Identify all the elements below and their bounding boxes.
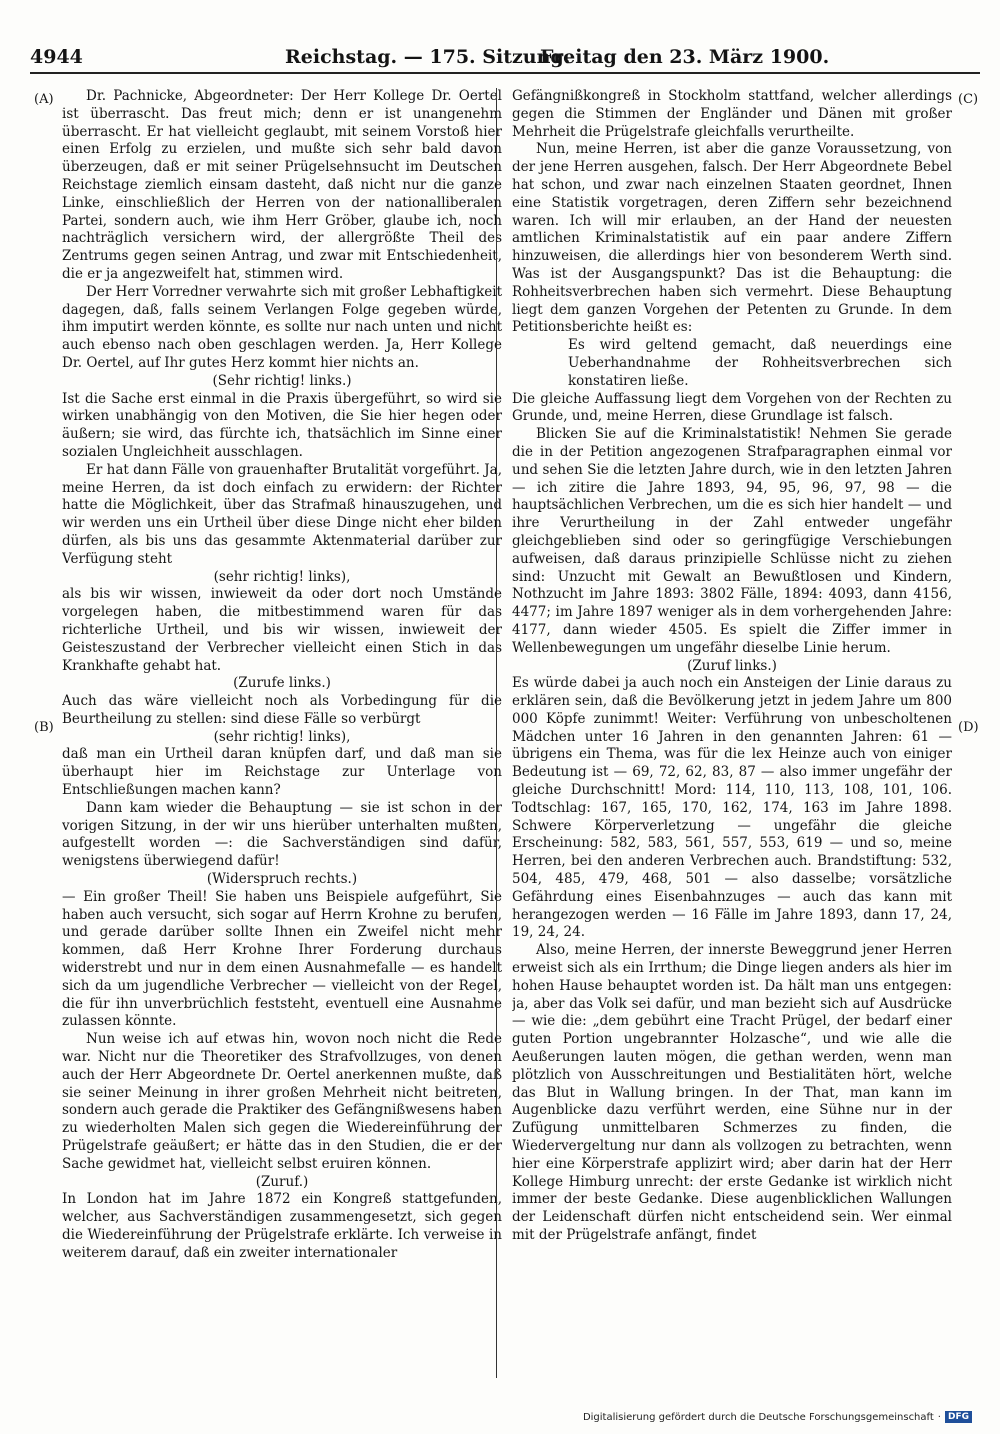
footer-text: Digitalisierung gefördert durch die Deutsche Forschungsgemeinschaft (582, 1411, 934, 1423)
interjection: (Sehr richtig! links.) (212, 372, 352, 389)
page-header (30, 40, 980, 74)
interjection: (sehr richtig! links), (213, 728, 351, 745)
footer-separator: · (937, 1411, 941, 1423)
paragraph: Blicken Sie auf die Kriminalstatistik! Nehmen Sie gerade die in der Petition angezogenen Strafparagraphen einmal vor und sehen Sie die letzten Jahre durch, wie in den letzten Jahren — ich zitire die Jahre 1893, 94, 95, 96, 97, 98 — die hauptsächlichen Verbrechen, um die es sich hier handelt — und ihre Verurtheilung in der Zahl entweder ungefähr gleichgeblieben sind oder so geringfügige Verschiebungen aufweisen, daß daraus prinzipielle Schlüsse nicht zu ziehen sind: Unzucht mit Gewalt an Bewußtlosen und Kindern, Nothzucht im Jahre 1893: 3802 Fälle, 1894: 4093, dann 4156, 4477; im Jahre 1897 weniger als in dem vorhergehenden Jahre: 4177, dann wieder 4505. Es spielt die Ziffer immer in Wellenbewegungen um ungefähr dieselbe Linie herum. (512, 426, 952, 656)
paragraph: Ist die Sache erst einmal in die Praxis übergeführt, so wird sie wirken unabhängig von den Motiven, die Sie hier hegen oder äußern; sie wird, das fürchte ich, thatsächlich im Sinne einer sozialen Ungleichheit ausschlagen. (62, 390, 502, 460)
column-divider (496, 88, 497, 1378)
paragraph: Gefängnißkongreß in Stockholm stattfand, welcher allerdings gegen die Stimmen der Engländer und Dänen mit großer Mehrheit die Prügelstrafe gleichfalls verurtheilte. (512, 88, 952, 140)
paragraph: Also, meine Herren, der innerste Beweggrund jener Herren erweist sich als ein Irrthum; die Dinge liegen anders als hier im hohen Hause behauptet worden ist. Da hält man uns entgegen: ja, aber das Volk sei dafür, und man bezieht sich auf Ausdrücke — wie die: „dem gebührt eine Tracht Prügel, der bedarf einer guten Portion ungebrannter Holzasche“, und wie alle die Aeußerungen lauten mögen, die gethan werden, wenn man plötzlich von Ausschreitungen und Bestialitäten hört, welche das Blut in Wallung bringen. In der That, man kann im Augenblicke dazu verführt werden, eine Sühne nur in der Zufügung unmittelbaren Schmerzes zu finden, die Wiedervergeltung nur dann als vollzogen zu betrachten, wenn hier eine Körperstrafe applizirt wird; aber darin hat der Herr Kollege Himburg unrecht: der erste Gedanke ist wirklich nicht immer der beste Gedanke. Diese augenblicklichen Wallungen der Leidenschaft dürfen nicht entscheidend sein. Wer einmal mit der Prügelstrafe anfängt, findet (512, 942, 952, 1243)
interjection: (Zuruf links.) (687, 657, 777, 674)
margin-marker-a: (A) (34, 92, 54, 107)
footer (583, 1411, 972, 1423)
left-column (62, 88, 502, 1378)
header-rule (30, 72, 980, 74)
interjection: (Widerspruch rechts.) (206, 871, 358, 888)
header-title: Reichstag. — 175. Sitzung. (285, 46, 571, 68)
paragraph: Der Herr Vorredner verwahrte sich mit großer Lebhaftigkeit dagegen, daß, falls seinem Verlangen Folge gegeben würde, ihm imputirt werden könnte, es sollte nur nach unten und nicht auch ebenso nach oben geschlagen werden. Ja, Herr Kollege Dr. Oertel, auf Ihr gutes Herz kommt hier nichts an. (62, 283, 502, 371)
paragraph: Dr. Pachnicke, Abgeordneter: Der Herr Kollege Dr. Oertel ist überrascht. Das freut mich; denn er ist unangenehm überrascht. Er hat vielleicht geglaubt, mit seinem Vorstoß hier einen Erfolg zu erzielen, und mußte sich sehr bald davon überzeugen, daß er mit seiner Prügelsehnsucht im Deutschen Reichstage ziemlich einsam dasteht, daß nicht nur die ganze Linke, einschließlich der Herren von der nationalliberalen Partei, sondern auch, wie ihm Herr Gröber, glaube ich, noch nachträglich versichern wird, der allergrößte Theil des Zentrums gegen seinen Antrag, und zwar mit Entschiedenheit, die er ja angezweifelt hat, stimmen wird. (62, 88, 502, 282)
paragraph: Es würde dabei ja auch noch ein Ansteigen der Linie daraus zu erklären sein, daß die Bevölkerung jetzt in jedem Jahre um 800 000 Köpfe zunimmt! Weiter: Verführung von unbescholtenen Mädchen unter 16 Jahren in den genannten Jahren: 61 — übrigens ein Thema, was für die lex Heinze auch von einiger Bedeutung ist — 69, 72, 62, 83, 87 — also immer ungefähr der gleiche Durchschnitt! Mord: 114, 110, 113, 108, 101, 106. Todtschlag: 167, 165, 170, 162, 174, 163 im Jahre 1898. Schwere Körperverletzung — ungefähr die gleiche Erscheinung: 582, 583, 561, 557, 553, 619 — und so, meine Herren, bei den anderen Verbrechen auch. Brandstiftung: 532, 504, 485, 479, 468, 501 — also dasselbe; vorsätzliche Gefährdung eines Eisenbahnzuges — auch das kann mit herangezogen werden — 16 Fälle im Jahre 1893, dann 17, 24, 19, 24, 24. (512, 675, 952, 941)
paragraph: Auch das wäre vielleicht noch als Vorbedingung für die Beurtheilung zu stellen: sind diese Fälle so verbürgt (62, 693, 502, 727)
interjection: (Zurufe links.) (233, 675, 331, 692)
paragraph: Nun, meine Herren, ist aber die ganze Voraussetzung, von der jene Herren ausgehen, falsch. Der Herr Abgeordnete Bebel hat schon, und zwar nach einzelnen Staaten geordnet, Ihnen eine Statistik vorgetragen, deren Ziffern sehr bezeichnend waren. Ich will mir erlauben, an der Hand der neuesten amtlichen Kriminalstatistik auf ein paar andere Ziffern hinzuweisen, die allerdings hier von besonderem Werth sind. Was ist der Ausgangspunkt? Das ist die Behauptung: die Rohheitsverbrechen haben sich vermehrt. Diese Behauptung liegt dem ganzen Vorgehen der Petenten zu Grunde. In dem Petitionsberichte heißt es: (512, 141, 952, 336)
paragraph: In London hat im Jahre 1872 ein Kongreß stattgefunden, welcher, aus Sachverständigen zusammengesetzt, sich gegen die Wiedereinführung der Prügelstrafe erklärte. Ich verweise in weiterem darauf, daß ein zweiter internationaler (62, 1191, 502, 1261)
margin-marker-c: (C) (958, 92, 979, 107)
paragraph: Die gleiche Auffassung liegt dem Vorgehen von der Rechten zu Grunde, und, meine Herren, diese Grundlage ist falsch. (512, 390, 952, 425)
page-number: 4944 (30, 46, 83, 68)
right-column (512, 88, 952, 1378)
interjection: (Zuruf.) (255, 1173, 309, 1190)
header-date: Freitag den 23. März 1900. (540, 46, 830, 68)
margin-marker-b: (B) (34, 720, 54, 735)
dfg-logo: DFG (945, 1411, 972, 1423)
paragraph: Er hat dann Fälle von grauenhafter Brutalität vorgeführt. Ja, meine Herren, da ist doch einfach zu erwidern: der Richter hatte die Möglichkeit, über das Strafmaß hinauszugehen, und wir werden uns ein Urtheil über diese Dinge nicht eher bilden dürfen, als bis uns das gesammte Aktenmaterial darüber zur Verfügung steht (62, 461, 502, 567)
paragraph: als bis wir wissen, inwieweit da oder dort noch Umstände vorgelegen haben, die mitbestimmend waren für das richterliche Urtheil, und bis wir wissen, inwieweit der Geisteszustand der Verbrecher vielleicht einen Stich in das Krankhafte gehabt hat. (62, 586, 502, 674)
paragraph: daß man ein Urtheil daran knüpfen darf, und daß man sie überhaupt hier im Reichstage zur Unterlage von Entschließungen machen kann? (62, 746, 502, 799)
paragraph: Dann kam wieder die Behauptung — sie ist schon in der vorigen Sitzung, in der wir uns hierüber unterhalten mußten, aufgestellt worden —: die Sachverständigen sind dafür, wenigstens überwiegend dafür! (62, 799, 502, 870)
interjection: (sehr richtig! links), (213, 568, 351, 585)
block-quote: Es wird geltend gemacht, daß neuerdings eine Ueberhandnahme der Rohheitsverbrechen sich konstatiren ließe. (568, 337, 952, 389)
paragraph: — Ein großer Theil! Sie haben uns Beispiele aufgeführt, Sie haben auch versucht, sich sogar auf Herrn Krohne zu berufen, und gerade darüber sollte Ihnen ein Zweifel nicht mehr kommen, daß Herr Krohne Ihrer Forderung durchaus widerstrebt und nur in dem einen Ausnahmefalle — es handelt sich da um jugendliche Verbrecher — vielleicht von der Regel, die für ihn unverbrüchlich feststeht, eventuell eine Ausnahme zulassen könnte. (62, 888, 502, 1030)
margin-marker-d: (D) (958, 720, 979, 735)
paragraph: Nun weise ich auf etwas hin, wovon noch nicht die Rede war. Nicht nur die Theoretiker des Strafvollzuges, von denen auch der Herr Abgeordnete Dr. Oertel anerkennen mußte, daß sie seiner Meinung in ihrer großen Mehrheit nicht beitreten, sondern auch gerade die Praktiker des Gefängnißwesens haben zu wiederholten Malen sich gegen die Wiedereinführung der Prügelstrafe geäußert; er hätte das in den Studien, die er der Sache gewidmet hat, vielleicht selbst eruiren können. (62, 1031, 502, 1172)
